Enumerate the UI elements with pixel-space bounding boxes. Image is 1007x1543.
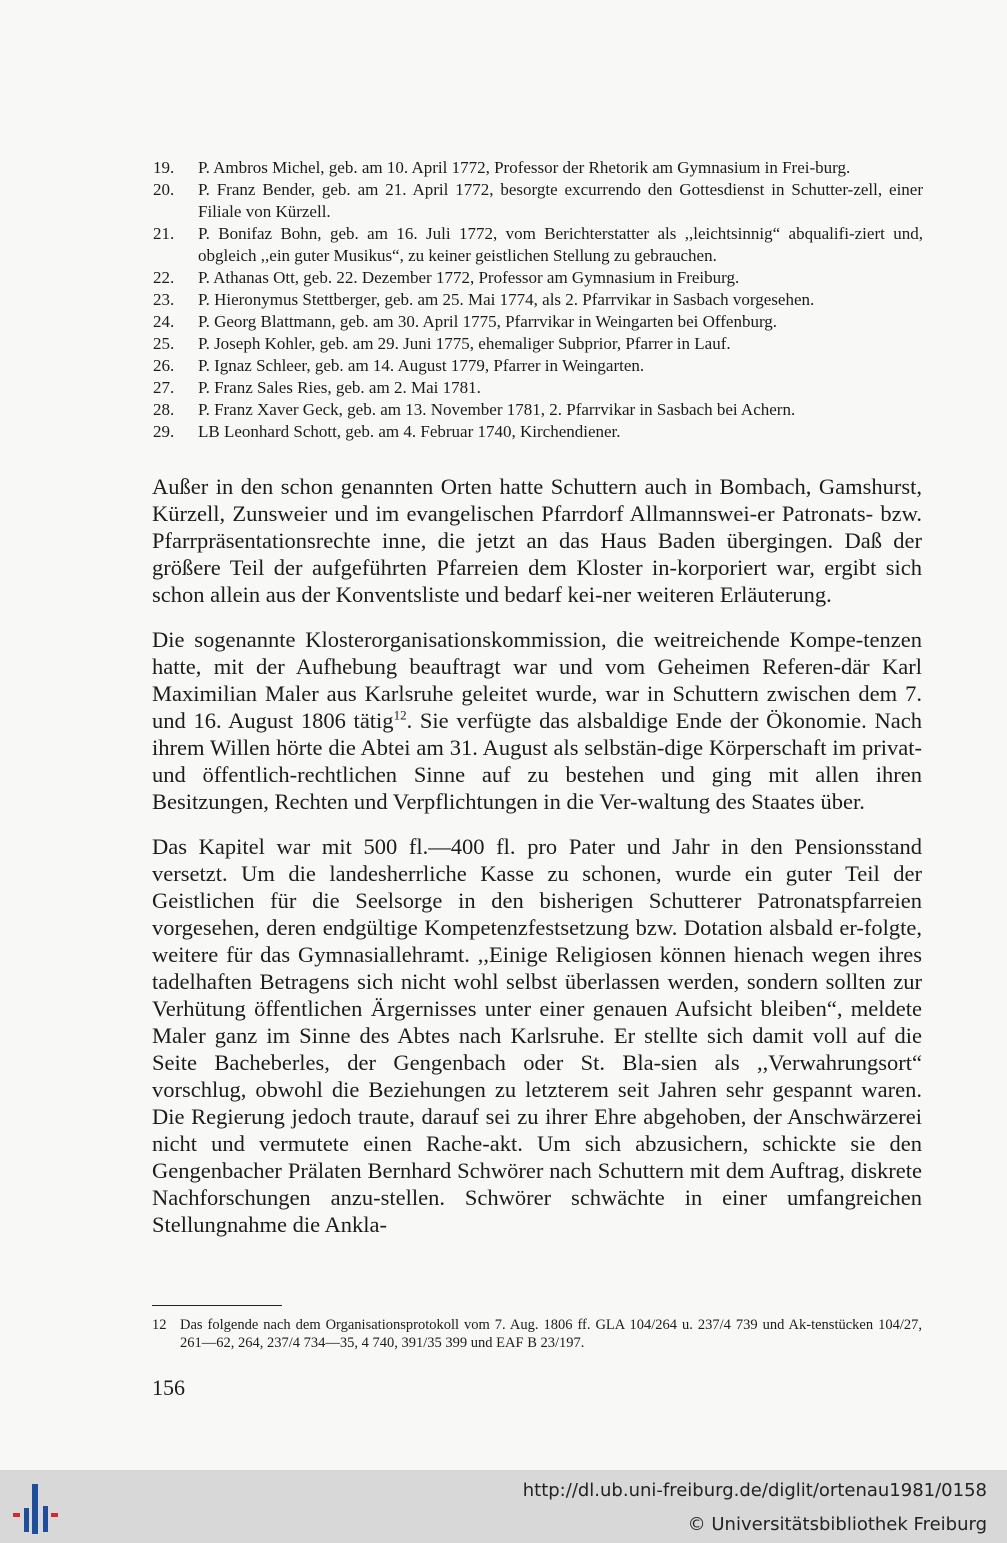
ub-freiburg-logo-icon[interactable] (10, 1480, 62, 1538)
list-item (153, 179, 923, 223)
list-item (153, 333, 923, 355)
list-item-number: 23. (153, 290, 175, 309)
footnote-reference[interactable]: 12 (393, 707, 407, 723)
list-item-number: 19. (153, 158, 175, 177)
konvent-list (153, 157, 923, 443)
list-item-number: 26. (153, 356, 175, 375)
list-item-number: 27. (153, 378, 175, 397)
paragraph: Außer in den schon genannten Orten hatte Schuttern auch in Bombach, Gamshurst, Kürzell, Zunsweier und im evangelischen Pfarrdorf Allmannswei-er Patronats- bzw. Pfarrpräsentationsrechte inne, die jetzt an das Haus Baden übergingen. Daß der größere Teil der aufgeführten Pfarreien dem Kloster in-korporiert war, ergibt sich schon allein aus der Konventsliste und bedarf kei-ner weiteren Erläuterung. (152, 474, 922, 607)
copyright-notice: © Universitätsbibliothek Freiburg (687, 1514, 987, 1535)
paragraph-text: . Sie verfügte das alsbaldige Ende der Ökonomie. Nach ihrem Willen hörte die Abtei am 31. August als selbstän-dige Körperschaft im privat- und öffentlich-rechtlichen Sinne auf zu bestehen und ging mit allen ihren Besitzungen, Rechten und Verpflichtungen in die Ver-waltung des Staates über. (152, 708, 922, 814)
list-item (153, 289, 923, 311)
body-text (152, 473, 922, 1256)
list-item (153, 421, 923, 443)
list-item (153, 355, 923, 377)
footnote-text: Das folgende nach dem Organisationsprotokoll vom 7. Aug. 1806 ff. GLA 104/264 u. 237/4 739 und Ak-tenstücken 104/27, 261—62, 264, 237/4 734—35, 4 740, 391/35 399 und EAF B 23/197. (180, 1317, 922, 1351)
list-item (153, 267, 923, 289)
paragraph-text: Die sogenannte Klosterorganisationskommission, die weitreichende Kompe-tenzen hatte, mit der Aufhebung beauftragt war und vom Geheimen Referen-där Karl Maximilian Maler aus Karlsruhe geleitet wurde, war in Schuttern zwischen dem 7. und 16. August 1806 tätig (152, 627, 922, 733)
list-item-text: LB Leonhard Schott, geb. am 4. Februar 1740, Kirchendiener. (198, 422, 621, 441)
list-item-number: 20. (153, 180, 175, 199)
list-item-text: P. Georg Blattmann, geb. am 30. April 1775, Pfarrvikar in Weingarten bei Offenburg. (198, 312, 778, 331)
list-item-number: 28. (153, 400, 175, 419)
footnote (152, 1316, 922, 1352)
list-item-text: P. Franz Xaver Geck, geb. am 13. November 1781, 2. Pfarrvikar in Sasbach bei Achern. (198, 400, 796, 419)
paragraph: Das Kapitel war mit 500 fl.—400 fl. pro Pater und Jahr in den Pensionsstand versetzt. Um die landesherrliche Kasse zu schonen, wurde ein guter Teil der Geistlichen für die Seelsorge in den bisherigen Schutterer Patronatspfarreien vorgesehen, deren endgültige Kompetenzfestsetzung bzw. Dotation alsbald er-folgte, weitere für das Gymnasiallehramt. ,,Einige Religiosen können hienach wegen ihres tadelhaften Betragens sich nicht wohl selbst überlassen werden, sondern sollten zur Verhütung öffentlichen Ärgernisses unter einer genauen Aufsicht bleiben“, meldete Maler ganz im Sinne des Abtes nach Karlsruhe. Er stellte sich damit voll auf die Seite Bacheberles, der Gengenbach oder St. Bla-sien als ,,Verwahrungsort“ vorschlug, obwohl die Beziehungen zu letzterem seit Jahren sehr gespannt waren. Die Regierung jedoch traute, darauf sei zu ihrer Ehre abgehoben, der Anschwärzerei nicht und vermutete einen Rache-akt. Um sich abzusichern, schickte sie den Gengenbacher Prälaten Bernhard Schwörer nach Schuttern mit dem Auftrag, diskrete Nachforschungen anzu-stellen. Schwörer schwächte in einer umfangreichen Stellungnahme die Ankla- (152, 834, 922, 1237)
footnote-number: 12 (152, 1317, 167, 1333)
list-item-text: P. Joseph Kohler, geb. am 29. Juni 1775, ehemaliger Subprior, Pfarrer in Lauf. (198, 334, 731, 353)
list-item-text: P. Ignaz Schleer, geb. am 14. August 1779, Pfarrer in Weingarten. (198, 356, 645, 375)
footnote-divider (152, 1305, 282, 1306)
list-item-number: 21. (153, 224, 175, 243)
paragraph (152, 626, 922, 815)
list-item (153, 399, 923, 421)
page-number: 156 (152, 1375, 185, 1400)
list-item (153, 311, 923, 333)
list-item (153, 157, 923, 179)
list-item (153, 377, 923, 399)
permalink-url[interactable]: http://dl.ub.uni-freiburg.de/diglit/ortenau1981/0158 (522, 1480, 987, 1501)
list-item-text: P. Franz Sales Ries, geb. am 2. Mai 1781. (198, 378, 481, 397)
list-item (153, 223, 923, 267)
list-item-text: P. Athanas Ott, geb. 22. Dezember 1772, Professor am Gymnasium in Freiburg. (198, 268, 740, 287)
footer-bar (0, 1470, 1007, 1543)
list-item-number: 22. (153, 268, 175, 287)
list-item-text: P. Franz Bender, geb. am 21. April 1772, besorgte excurrendo den Gottesdienst in Schutter-zell, einer Filiale von Kürzell. (198, 180, 923, 221)
list-item-number: 24. (153, 312, 175, 331)
list-item-number: 25. (153, 334, 175, 353)
list-item-text: P. Ambros Michel, geb. am 10. April 1772, Professor der Rhetorik am Gymnasium in Frei-burg. (198, 158, 851, 177)
list-item-text: P. Bonifaz Bohn, geb. am 16. Juli 1772, vom Berichterstatter als ,,leichtsinnig“ abqualifi-ziert und, obgleich ,,ein guter Musikus“, zu keiner geistlichen Stellung zu gebrauchen. (198, 224, 923, 265)
list-item-text: P. Hieronymus Stettberger, geb. am 25. Mai 1774, als 2. Pfarrvikar in Sasbach vorgesehen. (198, 290, 815, 309)
list-item-number: 29. (153, 422, 175, 441)
